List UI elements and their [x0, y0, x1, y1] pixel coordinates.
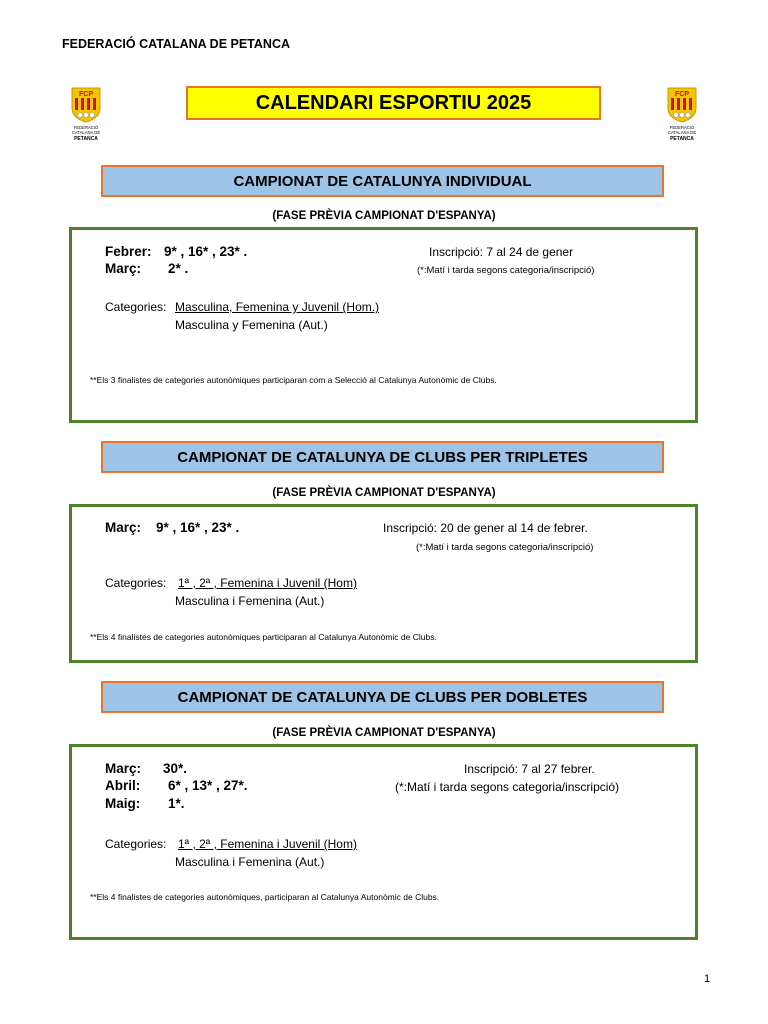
date-month: Abril:	[105, 778, 141, 793]
section-box-individual	[69, 227, 698, 423]
date-month: Març:	[105, 761, 142, 776]
svg-text:FCP: FCP	[675, 91, 689, 98]
categories-line1: Masculina, Femenina y Juvenil (Hom.)	[175, 300, 380, 314]
phase-label: (FASE PRÈVIA CAMPIONAT D'ESPANYA)	[272, 487, 496, 499]
section-heading-dobletes: CAMPIONAT DE CATALUNYA DE CLUBS PER DOBLETES	[101, 681, 664, 713]
footnote: **Els 3 finalistes de categories autonòmiques participaran com a Selecció al Catalunya Autonòmic de Clubs.	[90, 375, 497, 385]
organization-name: FEDERACIÓ CATALANA DE PETANCA	[62, 37, 291, 51]
date-days: 1*.	[168, 796, 185, 811]
svg-text:FEDERACIÓ: FEDERACIÓ	[73, 125, 99, 130]
date-month: Maig:	[105, 796, 141, 811]
fcp-logo-left	[62, 86, 110, 142]
date-days: 9* , 16* , 23* .	[156, 520, 240, 535]
categories-label: Categories:	[105, 837, 167, 851]
section-heading-tripletes: CAMPIONAT DE CATALUNYA DE CLUBS PER TRIPLETES	[101, 441, 664, 473]
date-month: Febrer:	[105, 244, 152, 259]
section-box-tripletes	[69, 504, 698, 663]
categories-line1: 1ª , 2ª , Femenina i Juvenil (Hom)	[178, 576, 357, 590]
inscription-period: Inscripció: 7 al 24 de gener	[429, 245, 574, 259]
svg-text:FEDERACIÓ: FEDERACIÓ	[669, 125, 695, 130]
fcp-logo-right	[658, 86, 706, 142]
date-month: Març:	[105, 261, 142, 276]
categories-line2: Masculina y Femenina (Aut.)	[175, 318, 328, 332]
categories-line1: 1ª , 2ª , Femenina i Juvenil (Hom)	[178, 837, 357, 851]
footnote: **Els 4 finalistes de categories autonòmiques, participaran al Catalunya Autonòmic de Clubs.	[90, 892, 440, 902]
svg-text:CATALANA DE: CATALANA DE	[71, 130, 101, 135]
date-days: 30*.	[163, 761, 188, 776]
svg-text:PETANCA: PETANCA	[74, 136, 98, 142]
svg-text:CATALANA DE: CATALANA DE	[667, 130, 697, 135]
categories-label: Categories:	[105, 300, 167, 314]
inscription-period: Inscripció: 7 al 27 febrer.	[464, 762, 595, 776]
date-month: Març:	[105, 520, 142, 535]
svg-text:PETANCA: PETANCA	[670, 136, 694, 142]
date-days: 9* , 16* , 23* .	[164, 244, 248, 259]
section-box-dobletes	[69, 744, 698, 940]
footnote: **Els 4 finalistes de categories autonòmiques participaran al Catalunya Autonòmic de Clubs.	[90, 632, 437, 642]
categories-label: Categories:	[105, 576, 167, 590]
schedule-note: (*:Matí i tarda segons categoria/inscripció)	[416, 542, 594, 553]
date-days: 6* , 13* , 27*.	[168, 778, 248, 793]
schedule-note: (*:Matí i tarda segons categoria/inscripció)	[395, 780, 620, 794]
page-number: 1	[704, 973, 711, 985]
inscription-period: Inscripció: 20 de gener al 14 de febrer.	[383, 521, 588, 535]
logo-letters: FCP	[79, 91, 93, 98]
schedule-note: (*:Matí i tarda segons categoria/inscripció)	[417, 265, 595, 276]
categories-line2: Masculina i Femenina (Aut.)	[175, 855, 325, 869]
page-title: CALENDARI ESPORTIU 2025	[186, 86, 601, 120]
categories-line2: Masculina i Femenina (Aut.)	[175, 594, 325, 608]
phase-label: (FASE PRÈVIA CAMPIONAT D'ESPANYA)	[272, 727, 496, 739]
phase-label: (FASE PRÈVIA CAMPIONAT D'ESPANYA)	[272, 210, 496, 222]
section-heading-individual: CAMPIONAT DE CATALUNYA INDIVIDUAL	[101, 165, 664, 197]
date-days: 2* .	[168, 261, 189, 276]
